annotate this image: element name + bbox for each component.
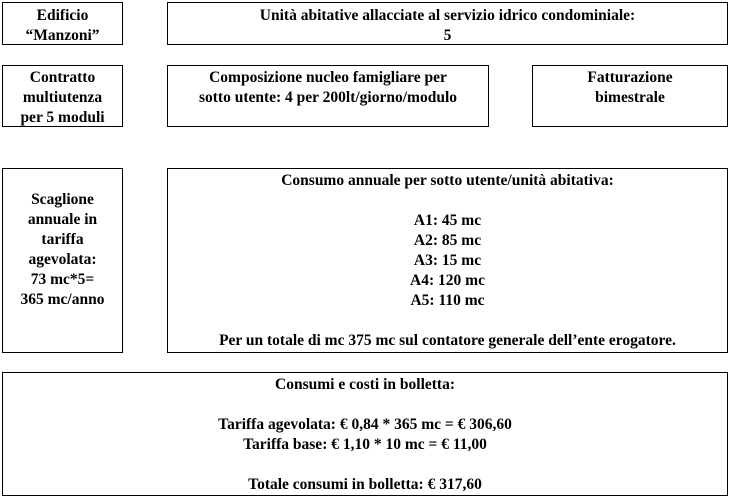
contract-line-1: Contratto [29,69,96,86]
bill-total: Totale consumi in bolletta: € 317,60 [248,476,482,493]
household-line-2: sotto utente: 4 per 200lt/giorno/modulo [198,89,458,106]
consumption-box [167,168,728,353]
contract-line-2: multiutenza [22,89,103,106]
consumption-item: A4: 120 mc [410,272,485,289]
bill-reduced-rate: Tariffa agevolata: € 0,84 * 365 mc = € 306,60 [218,416,512,433]
consumption-item: A2: 85 mc [413,232,482,249]
bill-box [2,372,728,496]
contract-line-3: per 5 moduli [20,109,105,126]
contract-box [2,65,123,127]
bill-title: Consumi e costi in bolletta: [275,376,455,393]
household-box [167,65,489,127]
tier-line-1: Scaglione [31,191,94,208]
tier-box [2,168,123,353]
building-box [2,2,123,45]
building-name: “Manzoni” [25,27,100,44]
consumption-item: A5: 110 mc [410,292,485,309]
billing-line-2: bimestrale [595,89,665,106]
tier-line-5: 73 mc*5= [30,271,95,288]
units-label: Unità abitative allacciate al servizio idrico condominiale: [259,7,636,24]
consumption-item: A1: 45 mc [413,212,482,229]
consumption-item: A3: 15 mc [413,252,482,269]
consumption-title: Consumo annuale per sotto utente/unità abitativa: [281,172,614,189]
units-box [167,2,728,45]
tier-line-2: annuale in [27,211,98,228]
billing-line-1: Fatturazione [587,69,673,86]
tier-line-3: tariffa [41,231,84,248]
consumption-total: Per un totale di mc 375 mc sul contatore generale dell’ente erogatore. [219,332,676,349]
household-line-1: Composizione nucleo famigliare per [209,69,447,86]
tier-line-4: agevolata: [28,251,97,268]
units-count: 5 [443,27,452,44]
billing-box [532,65,728,127]
bill-base-rate: Tariffa base: € 1,10 * 10 mc = € 11,00 [243,436,487,453]
tier-line-6: 365 mc/anno [20,291,105,308]
building-label: Edificio [36,7,89,24]
